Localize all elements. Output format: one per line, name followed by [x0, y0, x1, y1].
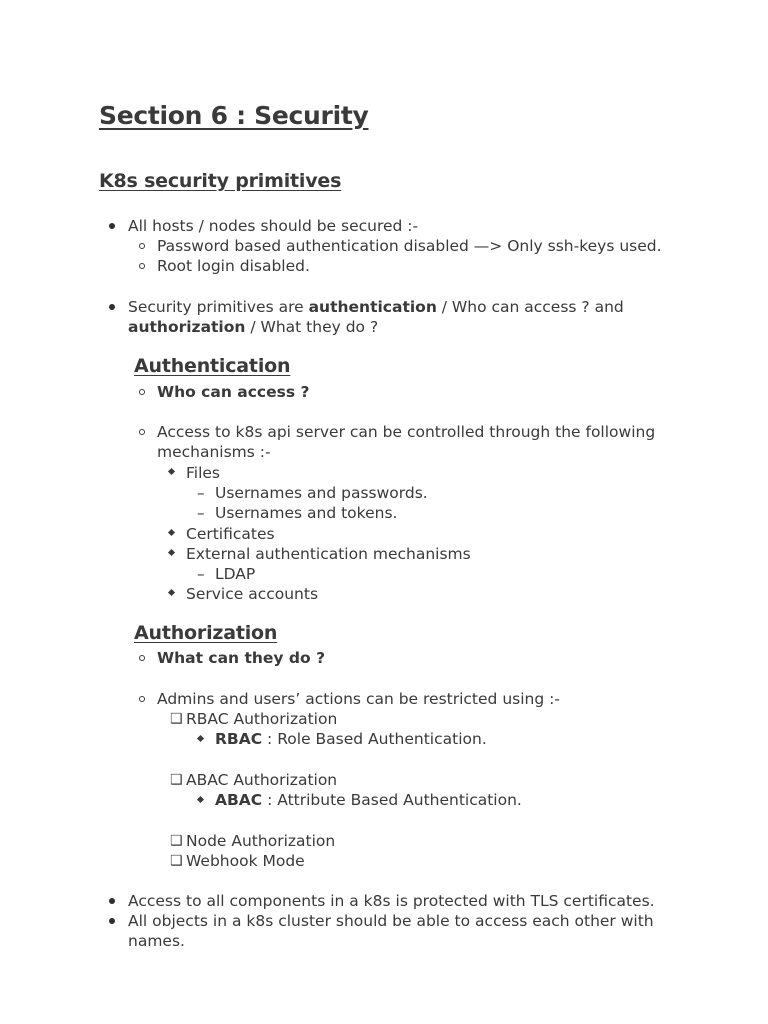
primitives-line-1 — [128, 297, 624, 317]
section-subtitle: K8s security primitives — [99, 170, 342, 192]
bullet-circle-icon — [139, 429, 145, 435]
authn-access-line-2: mechanisms :- — [157, 443, 271, 461]
dash-marker: – — [197, 484, 205, 502]
mechanism-files: Files — [186, 464, 221, 482]
checkbox-square-icon: ❑ — [170, 833, 183, 849]
checkbox-square-icon: ❑ — [170, 853, 183, 869]
checkbox-square-icon: ❑ — [170, 711, 183, 727]
names-bullet-line-1: All objects in a k8s cluster should be able to access each other with — [128, 912, 654, 930]
primitives-text-1: Security primitives are — [128, 298, 309, 316]
bullet-diamond-icon — [168, 549, 175, 556]
bullet-diamond-icon — [197, 796, 204, 803]
authorization-term: authorization — [128, 318, 246, 336]
bullet-diamond-icon — [168, 468, 175, 475]
rbac-description — [215, 729, 487, 749]
mechanism-external: External authentication mechanisms — [186, 545, 471, 563]
tls-bullet: Access to all components in a k8s is protected with TLS certificates. — [128, 892, 655, 910]
bullet-dot-icon — [109, 304, 115, 310]
bullet-circle-icon — [139, 696, 145, 702]
mechanism-certificates: Certificates — [186, 525, 275, 543]
bullet-diamond-icon — [168, 529, 175, 536]
bullet-dot-icon — [109, 223, 115, 229]
authentication-heading: Authentication — [134, 355, 291, 377]
bullet-circle-icon — [139, 655, 145, 661]
abac-description — [215, 790, 522, 810]
node-authorization: Node Authorization — [186, 832, 336, 850]
authorization-heading: Authorization — [134, 622, 278, 644]
hosts-sub-root: Root login disabled. — [157, 257, 310, 275]
files-sub-passwords: Usernames and passwords. — [215, 484, 428, 502]
hosts-sub-password: Password based authentication disabled —> Only ssh-keys used. — [157, 237, 662, 255]
checkbox-square-icon: ❑ — [170, 772, 183, 788]
primitives-line-2 — [128, 317, 378, 337]
rbac-desc: : Role Based Authentication. — [262, 730, 487, 748]
rbac-key: RBAC — [215, 730, 263, 748]
dash-marker: – — [197, 565, 205, 583]
files-sub-tokens: Usernames and tokens. — [215, 504, 398, 522]
bullet-diamond-icon — [197, 735, 204, 742]
bullet-circle-icon — [139, 389, 145, 395]
dash-marker: – — [197, 504, 205, 522]
primitives-text-3: / What they do ? — [245, 318, 379, 336]
authn-access-line-1: Access to k8s api server can be controlled through the following — [157, 423, 656, 441]
hosts-bullet: All hosts / nodes should be secured :- — [128, 217, 419, 235]
bullet-diamond-icon — [168, 589, 175, 596]
abac-title: ABAC Authorization — [186, 771, 338, 789]
mechanism-service-accounts: Service accounts — [186, 585, 319, 603]
names-bullet-line-2: names. — [128, 932, 185, 950]
bullet-dot-icon — [109, 918, 115, 924]
rbac-title: RBAC Authorization — [186, 710, 338, 728]
authn-question: Who can access ? — [157, 383, 310, 401]
abac-key: ABAC — [215, 791, 263, 809]
authentication-term: authentication — [308, 298, 437, 316]
bullet-circle-icon — [139, 263, 145, 269]
authz-restricted: Admins and users’ actions can be restricted using :- — [157, 690, 560, 708]
page-title: Section 6 : Security — [99, 101, 369, 130]
external-sub-ldap: LDAP — [215, 565, 256, 583]
abac-desc: : Attribute Based Authentication. — [262, 791, 522, 809]
primitives-text-2: / Who can access ? and — [436, 298, 624, 316]
authz-question: What can they do ? — [157, 649, 326, 667]
bullet-circle-icon — [139, 243, 145, 249]
webhook-mode: Webhook Mode — [186, 852, 305, 870]
bullet-dot-icon — [109, 898, 115, 904]
